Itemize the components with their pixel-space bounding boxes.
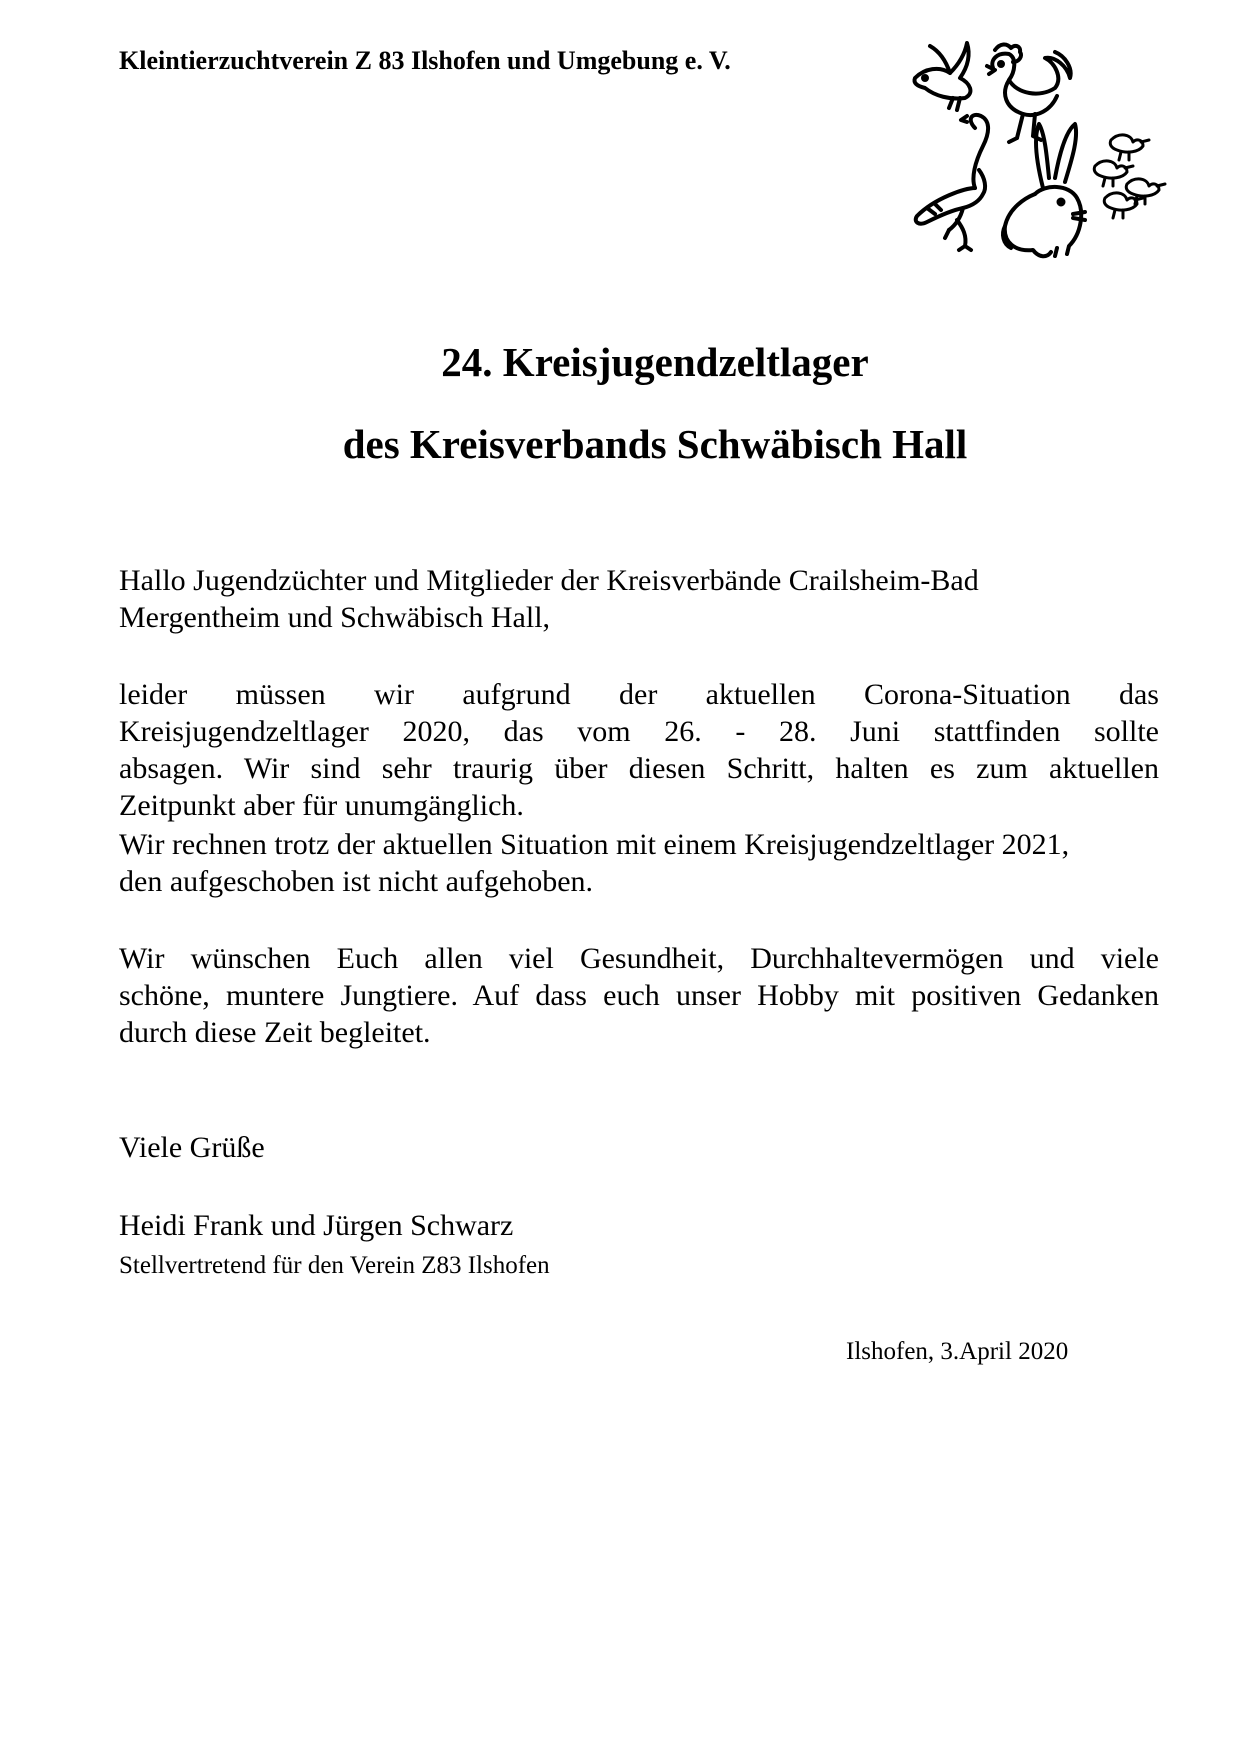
paragraph-line: Kreisjugendzeltlager 2020, das vom 26. - 28. Juni stattfinden sollte (119, 715, 1159, 748)
paragraph-cancellation (119, 676, 1159, 824)
paragraph-line: leider müssen wir aufgrund der aktuellen Corona-Situation das (119, 678, 1159, 711)
signer-role: Stellvertretend für den Verein Z83 Ilshofen (119, 1252, 550, 1279)
signers-names: Heidi Frank und Jürgen Schwarz (119, 1209, 514, 1242)
rabbit-icon (1003, 124, 1085, 256)
paragraph-outlook (119, 826, 1159, 900)
paragraph-wishes (119, 940, 1159, 1051)
letter-greeting (119, 562, 1159, 636)
letter-closing: Viele Grüße (119, 1131, 265, 1164)
document-title-line-1: 24. Kreisjugendzeltlager (441, 339, 869, 385)
paragraph-line: Wir wünschen Euch allen viel Gesundheit, Durchhaltevermögen und viele (119, 942, 1159, 975)
rooster-icon (987, 44, 1071, 142)
paragraph-line: durch diese Zeit begleitet. (119, 1016, 431, 1049)
animal-drawings-logo-icon (905, 38, 1195, 268)
paragraph-line: absagen. Wir sind sehr traurig über diesen Schritt, halten es zum aktuellen (119, 752, 1159, 785)
paragraph-line: Zeitpunkt aber für unumgänglich. (119, 789, 524, 822)
goose-icon (916, 115, 988, 250)
club-name-header: Kleintierzuchtverein Z 83 Ilshofen und Umgebung e. V. (119, 46, 731, 75)
greeting-line: Mergentheim und Schwäbisch Hall, (119, 601, 551, 634)
ducklings-icon (1094, 135, 1165, 218)
paragraph-line: den aufgeschoben ist nicht aufgehoben. (119, 865, 594, 898)
paragraph-line: Wir rechnen trotz der aktuellen Situation mit einem Kreisjugendzeltlager 2021, (119, 828, 1070, 861)
document-title-line-2: des Kreisverbands Schwäbisch Hall (342, 421, 968, 467)
place-and-date: Ilshofen, 3.April 2020 (846, 1338, 1069, 1365)
pigeon-icon (914, 43, 970, 110)
greeting-line: Hallo Jugendzüchter und Mitglieder der Kreisverbände Crailsheim-Bad (119, 564, 979, 597)
paragraph-line: schöne, muntere Jungtiere. Auf dass euch unser Hobby mit positiven Gedanken (119, 979, 1159, 1012)
